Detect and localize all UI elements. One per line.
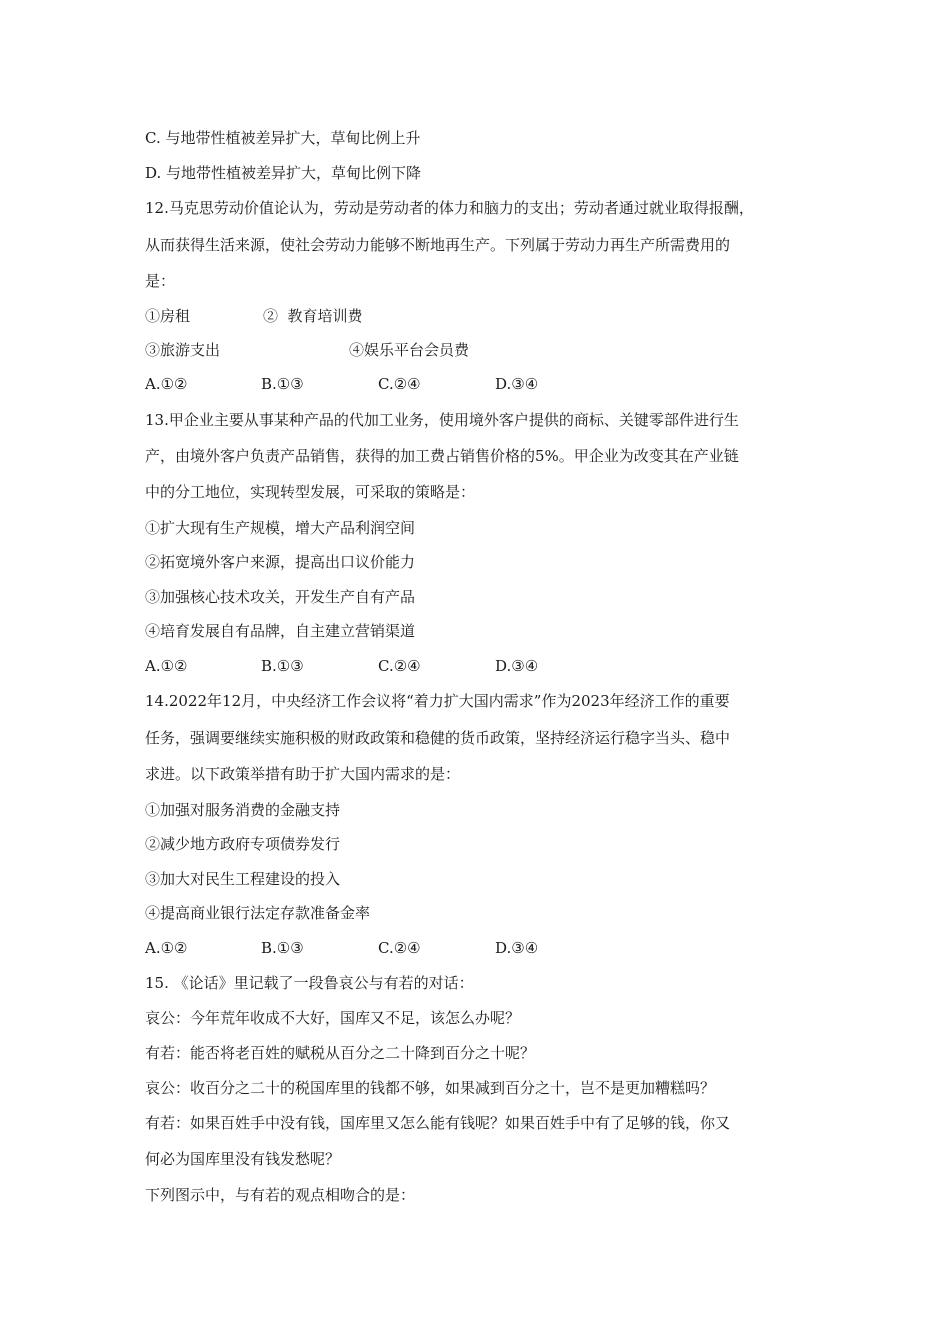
q12-item-2: ② 教育培训费 xyxy=(263,307,363,325)
q12-stem-line-1: 12.马克思劳动价值论认为，劳动是劳动者的体力和脑力的支出；劳动者通过就业取得报酬， xyxy=(145,199,754,217)
q14-item-3: ③加大对民生工程建设的投入 xyxy=(145,870,341,888)
q12-choice-b: B.①③ xyxy=(261,375,304,393)
q14-choice-b: B.①③ xyxy=(261,939,304,957)
q13-choice-b: B.①③ xyxy=(261,657,304,675)
q12-item-4: ④娱乐平台会员费 xyxy=(349,341,470,359)
q12-item-1: ①房租 xyxy=(145,307,191,325)
q15-dialog-line-4: 有若：如果百姓手中没有钱，国库里又怎么能有钱呢？如果百姓手中有了足够的钱，你又 xyxy=(145,1114,731,1132)
q14-stem-line-2: 任务，强调要继续实施积极的财政政策和稳健的货币政策，坚持经济运行稳字当头、稳中 xyxy=(145,729,731,747)
q14-choice-d: D.③④ xyxy=(495,939,539,957)
q13-item-3: ③加强核心技术攻关，开发生产自有产品 xyxy=(145,588,416,606)
q13-item-1: ①扩大现有生产规模，增大产品利润空间 xyxy=(145,519,416,537)
q14-item-4: ④提高商业银行法定存款准备金率 xyxy=(145,904,371,922)
q14-item-1: ①加强对服务消费的金融支持 xyxy=(145,801,341,819)
q15-dialog-line-1: 哀公：今年荒年收成不大好，国库又不足，该怎么办呢？ xyxy=(145,1009,521,1027)
q13-stem-line-3: 中的分工地位，实现转型发展，可采取的策略是： xyxy=(145,483,476,501)
q14-item-2: ②减少地方政府专项债券发行 xyxy=(145,835,341,853)
q15-dialog-line-5: 何必为国库里没有钱发愁呢？ xyxy=(145,1150,341,1168)
q14-stem-line-1: 14.2022年12月，中央经济工作会议将“着力扩大国内需求”作为2023年经济工作的重要 xyxy=(145,692,730,710)
q12-choice-a: A.①② xyxy=(145,375,188,393)
q13-item-2: ②拓宽境外客户来源，提高出口议价能力 xyxy=(145,553,416,571)
q15-question-line: 下列图示中，与有若的观点相吻合的是： xyxy=(145,1186,416,1204)
q14-stem-line-3: 求进。以下政策举措有助于扩大国内需求的是： xyxy=(145,765,461,783)
q12-stem-line-2: 从而获得生活来源，使社会劳动力能够不断地再生产。下列属于劳动力再生产所需费用的 xyxy=(145,236,731,254)
q15-dialog-line-2: 有若：能否将老百姓的赋税从百分之二十降到百分之十呢？ xyxy=(145,1044,536,1062)
q13-stem-line-2: 产，由境外客户负责产品销售，获得的加工费占销售价格的5%。甲企业为改变其在产业链 xyxy=(145,447,739,465)
q12-stem-line-3: 是： xyxy=(145,272,176,290)
q15-dialog-line-3: 哀公：收百分之二十的税国库里的钱都不够，如果减到百分之十，岂不是更加糟糕吗？ xyxy=(145,1079,716,1097)
q14-choice-c: C.②④ xyxy=(378,939,421,957)
q13-item-4: ④培育发展自有品牌，自主建立营销渠道 xyxy=(145,622,416,640)
q13-choice-a: A.①② xyxy=(145,657,188,675)
q13-choice-c: C.②④ xyxy=(378,657,421,675)
q14-choice-a: A.①② xyxy=(145,939,188,957)
q11-option-c: C. 与地带性植被差异扩大，草甸比例上升 xyxy=(145,129,421,147)
q15-stem-line-1: 15. 《论话》里记载了一段鲁哀公与有若的对话： xyxy=(145,974,474,992)
q13-choice-d: D.③④ xyxy=(495,657,539,675)
q12-choice-d: D.③④ xyxy=(495,375,539,393)
q12-item-3: ③旅游支出 xyxy=(145,341,221,359)
q13-stem-line-1: 13.甲企业主要从事某种产品的代加工业务，使用境外客户提供的商标、关键零部件进行生 xyxy=(145,411,739,429)
q12-choice-c: C.②④ xyxy=(378,375,421,393)
q11-option-d: D. 与地带性植被差异扩大，草甸比例下降 xyxy=(145,164,422,182)
